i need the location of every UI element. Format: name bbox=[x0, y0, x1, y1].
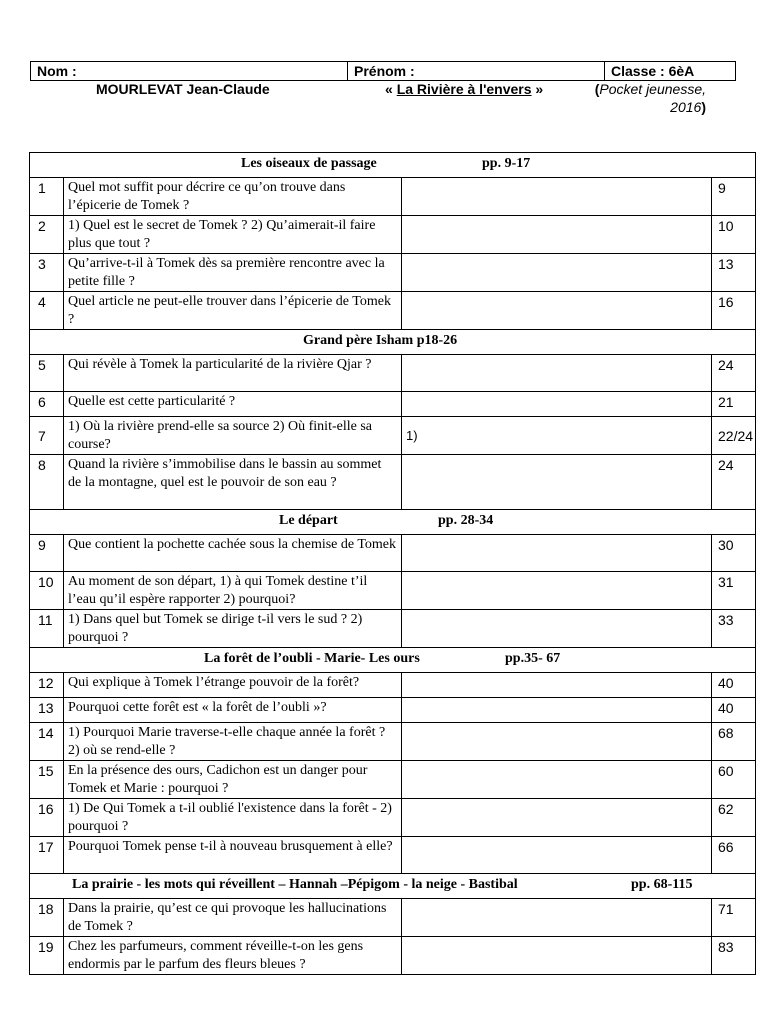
question-row bbox=[30, 673, 756, 698]
classe-field bbox=[605, 62, 735, 80]
section-pages: pp. 68-115 bbox=[631, 877, 693, 892]
publisher-paren-open: ( bbox=[594, 81, 600, 97]
question-text: Qu’arrive-t-il à Tomek dès sa première rencontre avec la petite fille ? bbox=[64, 254, 402, 292]
book-publisher bbox=[560, 80, 706, 116]
answer-field[interactable] bbox=[402, 837, 712, 874]
nom-field[interactable] bbox=[31, 62, 348, 80]
question-number: 17 bbox=[30, 837, 64, 874]
section-header-row bbox=[30, 510, 756, 535]
answer-field[interactable] bbox=[402, 799, 712, 837]
section-pages: pp. 9-17 bbox=[482, 156, 531, 171]
answer-field[interactable] bbox=[402, 216, 712, 254]
page-reference: 66 bbox=[712, 837, 756, 874]
question-text: Que contient la pochette cachée sous la chemise de Tomek bbox=[64, 535, 402, 572]
question-row bbox=[30, 723, 756, 761]
answer-field[interactable] bbox=[402, 723, 712, 761]
questionnaire-table bbox=[29, 152, 756, 975]
page-reference: 22/24 bbox=[712, 417, 756, 455]
page-reference: 10 bbox=[712, 216, 756, 254]
answer-field[interactable] bbox=[402, 937, 712, 975]
question-row bbox=[30, 572, 756, 610]
section-pages: pp.35- 67 bbox=[505, 651, 561, 666]
question-text: Quelle est cette particularité ? bbox=[64, 392, 402, 417]
question-number: 19 bbox=[30, 937, 64, 975]
page-reference: 13 bbox=[712, 254, 756, 292]
question-text: Au moment de son départ, 1) à qui Tomek destine t’il l’eau qu’il espère rapporter 2) pourquoi? bbox=[64, 572, 402, 610]
question-text: En la présence des ours, Cadichon est un danger pour Tomek et Marie : pourquoi ? bbox=[64, 761, 402, 799]
question-number: 14 bbox=[30, 723, 64, 761]
question-text: Quel mot suffit pour décrire ce qu’on trouve dans l’épicerie de Tomek ? bbox=[64, 178, 402, 216]
answer-field[interactable] bbox=[402, 572, 712, 610]
question-text: 1) Quel est le secret de Tomek ? 2) Qu’aimerait-il faire plus que tout ? bbox=[64, 216, 402, 254]
question-row bbox=[30, 355, 756, 392]
question-row bbox=[30, 698, 756, 723]
question-text: Quel article ne peut-elle trouver dans l’épicerie de Tomek ? bbox=[64, 292, 402, 330]
question-number: 2 bbox=[30, 216, 64, 254]
section-pages: pp. 28-34 bbox=[438, 513, 494, 528]
section-header-row bbox=[30, 874, 756, 899]
answer-field[interactable] bbox=[402, 535, 712, 572]
question-number: 8 bbox=[30, 455, 64, 510]
answer-field[interactable] bbox=[402, 292, 712, 330]
question-row bbox=[30, 937, 756, 975]
answer-field[interactable] bbox=[402, 355, 712, 392]
classe-label: Classe : 6èA bbox=[611, 63, 695, 79]
question-number: 6 bbox=[30, 392, 64, 417]
answer-field[interactable] bbox=[402, 178, 712, 216]
section-header-row bbox=[30, 153, 756, 178]
question-number: 3 bbox=[30, 254, 64, 292]
answer-field[interactable] bbox=[402, 392, 712, 417]
page-reference: 60 bbox=[712, 761, 756, 799]
page-reference: 21 bbox=[712, 392, 756, 417]
question-row bbox=[30, 292, 756, 330]
question-row bbox=[30, 837, 756, 874]
page-reference: 71 bbox=[712, 899, 756, 937]
answer-field[interactable] bbox=[402, 673, 712, 698]
question-number: 16 bbox=[30, 799, 64, 837]
section-title: La forêt de l’oubli - Marie- Les ours bbox=[204, 651, 420, 666]
nom-label: Nom : bbox=[37, 63, 77, 79]
book-title: La Rivière à l'envers bbox=[396, 81, 532, 97]
question-number: 10 bbox=[30, 572, 64, 610]
answer-field[interactable] bbox=[402, 455, 712, 510]
question-number: 7 bbox=[30, 417, 64, 455]
section-title: Les oiseaux de passage bbox=[241, 156, 377, 171]
quote-open: « bbox=[385, 81, 397, 97]
page-reference: 40 bbox=[712, 698, 756, 723]
page-reference: 31 bbox=[712, 572, 756, 610]
question-text: Qui explique à Tomek l’étrange pouvoir de la forêt? bbox=[64, 673, 402, 698]
question-row bbox=[30, 455, 756, 510]
question-text: Dans la prairie, qu’est ce qui provoque les hallucinations de Tomek ? bbox=[64, 899, 402, 937]
answer-field[interactable]: 1) bbox=[402, 417, 712, 455]
question-text: 1) Dans quel but Tomek se dirige t-il vers le sud ? 2) pourquoi ? bbox=[64, 610, 402, 648]
question-text: Pourquoi cette forêt est « la forêt de l’oubli »? bbox=[64, 698, 402, 723]
answer-field[interactable] bbox=[402, 698, 712, 723]
section-title: La prairie - les mots qui réveillent – Hannah –Pépigom - la neige - Bastibal bbox=[72, 877, 518, 892]
answer-field[interactable] bbox=[402, 761, 712, 799]
page-reference: 24 bbox=[712, 355, 756, 392]
student-info-box bbox=[30, 61, 736, 81]
section-header-row bbox=[30, 648, 756, 673]
page-reference: 30 bbox=[712, 535, 756, 572]
answer-field[interactable] bbox=[402, 610, 712, 648]
prenom-label: Prénom : bbox=[354, 63, 415, 79]
question-row bbox=[30, 216, 756, 254]
question-number: 18 bbox=[30, 899, 64, 937]
question-row bbox=[30, 610, 756, 648]
section-header-row bbox=[30, 330, 756, 355]
answer-field[interactable] bbox=[402, 899, 712, 937]
page-reference: 9 bbox=[712, 178, 756, 216]
page-reference: 83 bbox=[712, 937, 756, 975]
question-row bbox=[30, 392, 756, 417]
question-row bbox=[30, 799, 756, 837]
question-text: Chez les parfumeurs, comment réveille-t-on les gens endormis par le parfum des fleurs bleues ? bbox=[64, 937, 402, 975]
quote-close: » bbox=[531, 81, 544, 97]
page-reference: 33 bbox=[712, 610, 756, 648]
question-number: 12 bbox=[30, 673, 64, 698]
page-reference: 68 bbox=[712, 723, 756, 761]
question-text: Pourquoi Tomek pense t-il à nouveau brusquement à elle? bbox=[64, 837, 402, 874]
question-text: Qui révèle à Tomek la particularité de la rivière Qjar ? bbox=[64, 355, 402, 392]
section-title: Grand père Isham p18-26 bbox=[303, 333, 458, 348]
question-row bbox=[30, 254, 756, 292]
prenom-field[interactable] bbox=[348, 62, 605, 80]
publisher-text: Pocket jeunesse, 2016 bbox=[599, 81, 706, 115]
question-number: 15 bbox=[30, 761, 64, 799]
question-number: 4 bbox=[30, 292, 64, 330]
question-text: 1) De Qui Tomek a t-il oublié l'existence dans la forêt - 2) pourquoi ? bbox=[64, 799, 402, 837]
publisher-paren-close: ) bbox=[701, 99, 706, 115]
question-text: Quand la rivière s’immobilise dans le bassin au sommet de la montagne, quel est le pouvoir de son eau ? bbox=[64, 455, 402, 510]
question-row bbox=[30, 761, 756, 799]
page-reference: 62 bbox=[712, 799, 756, 837]
question-number: 1 bbox=[30, 178, 64, 216]
page-reference: 16 bbox=[712, 292, 756, 330]
question-number: 13 bbox=[30, 698, 64, 723]
question-row bbox=[30, 899, 756, 937]
question-row bbox=[30, 178, 756, 216]
page-reference: 40 bbox=[712, 673, 756, 698]
question-number: 9 bbox=[30, 535, 64, 572]
question-text: 1) Où la rivière prend-elle sa source 2) Où finit-elle sa course? bbox=[64, 417, 402, 455]
page-reference: 24 bbox=[712, 455, 756, 510]
question-row bbox=[30, 417, 756, 455]
answer-field[interactable] bbox=[402, 254, 712, 292]
question-number: 5 bbox=[30, 355, 64, 392]
question-row bbox=[30, 535, 756, 572]
section-title: Le départ bbox=[279, 513, 338, 528]
question-text: 1) Pourquoi Marie traverse-t-elle chaque année la forêt ? 2) où se rend-elle ? bbox=[64, 723, 402, 761]
book-author: MOURLEVAT Jean-Claude bbox=[96, 81, 270, 97]
question-number: 11 bbox=[30, 610, 64, 648]
book-title-line bbox=[385, 81, 543, 97]
